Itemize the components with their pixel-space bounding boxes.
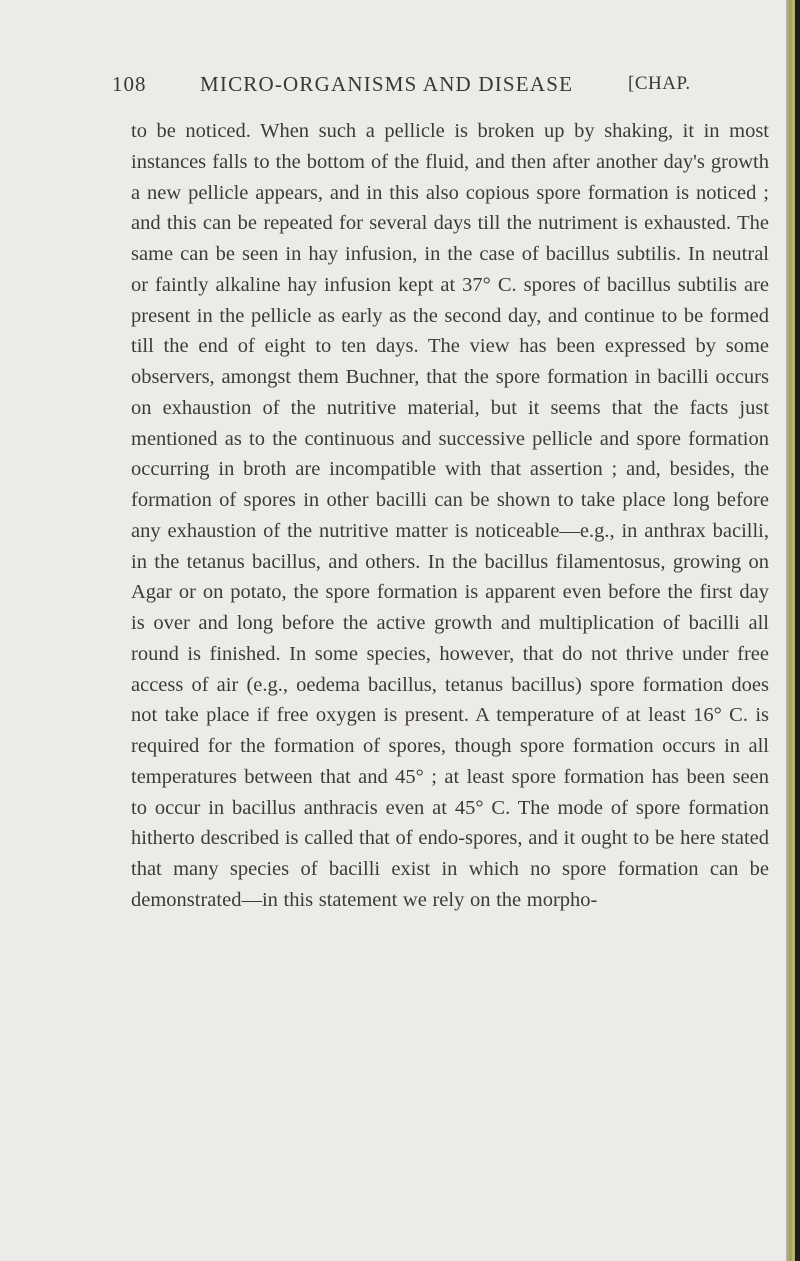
running-head: [112, 72, 772, 102]
chapter-marker: [CHAP.: [628, 73, 691, 94]
paragraph: to be noticed. When such a pellicle is broken up by shaking, it in most instances falls to the bottom of the fluid, and then after another day's growth a new pellicle appears, and in this also copious spore formation is noticed ; and this can be repeated for several days till the nutriment is exhausted. The same can be seen in hay infusion, in the case of bacillus subtilis. In neutral or faintly alkaline hay infusion kept at 37° C. spores of bacillus subtilis are present in the pellicle as early as the second day, and continue to be formed till the end of eight to ten days. The view has been expressed by some observers, amongst them Buchner, that the spore formation in bacilli occurs on exhaustion of the nutritive material, but it seems that the facts just mentioned as to the continuous and successive pellicle and spore formation occurring in broth are incompatible with that assertion ; and, besides, the formation of spores in other bacilli can be shown to take place long before any exhaustion of the nutritive matter is noticeable—e.g., in anthrax bacilli, in the tetanus bacillus, and others. In the bacillus filamentosus, growing on Agar or on potato, the spore formation is apparent even before the first day is over and long before the active growth and multiplication of bacilli all round is finished. In some species, however, that do not thrive under free access of air (e.g., oedema bacillus, tetanus bacillus) spore formation does not take place if free oxygen is present. A temperature of at least 16° C. is required for the formation of spores, though spore formation occurs in all temperatures between that and 45° ; at least spore formation has been seen to occur in bacillus anthracis even at 45° C. The mode of spore formation hitherto described is called that of endo-spores, and it ought to be here stated that many species of bacilli exist in which no spore formation can be demonstrated—in this statement we rely on the morpho-: [131, 120, 769, 911]
body-text: [131, 116, 769, 916]
page-number: 108: [112, 72, 147, 96]
running-title: MICRO-ORGANISMS AND DISEASE: [200, 72, 574, 96]
page-edge-shadow: [795, 0, 800, 1261]
